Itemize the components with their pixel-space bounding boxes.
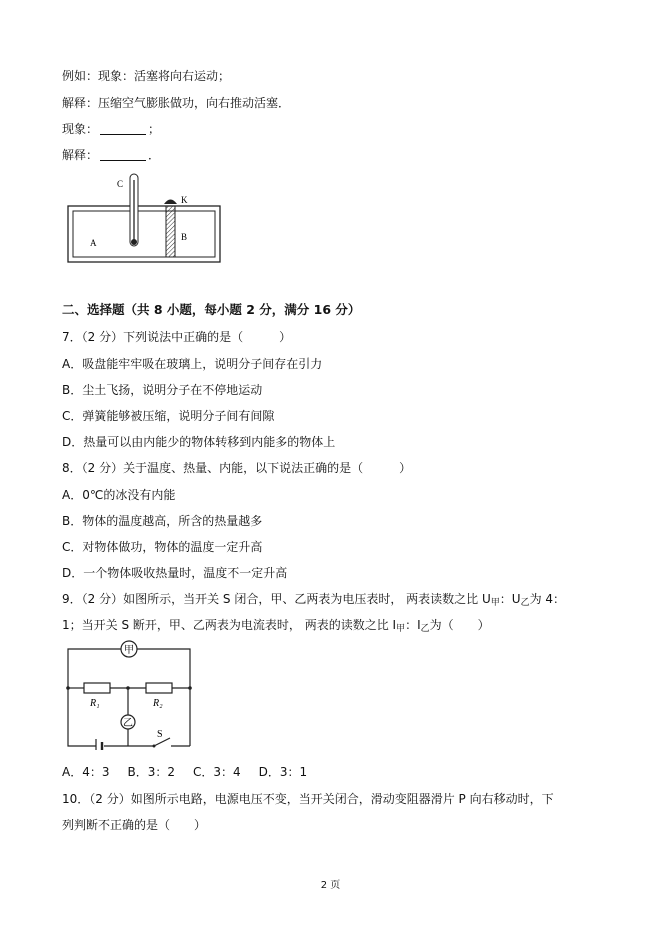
phenomenon-blank (100, 122, 146, 135)
q9-l1-part1: 9．（2 分）如图所示，当开关 S 闭合，甲、乙两表为电压表时， 两表读数之比 U (62, 592, 491, 606)
q7-option-c: C．弹簧能够被压缩，说明分子间有间隙 (62, 409, 275, 423)
q7-option-a: A．吸盘能牢牢吸在玻璃上，说明分子间存在引力 (62, 357, 323, 371)
label-r2: R₂ (153, 698, 163, 709)
q9-l2-sub2: 乙 (420, 624, 430, 634)
q9-option-c: C．3：4 (193, 765, 241, 779)
q9-l2-sub1: 甲 (396, 624, 406, 634)
label-jia: 甲 (124, 645, 134, 656)
q9-l2-part2: ：I (405, 618, 421, 632)
q9-l1-part2: ：U (499, 592, 521, 606)
label-b: B (181, 232, 188, 242)
q9-option-a: A．4：3 (62, 765, 110, 779)
label-k: K (181, 195, 188, 205)
q8-option-b: B．物体的温度越高，所含的热量越多 (62, 514, 263, 528)
q7-option-d: D．热量可以由内能少的物体转移到内能多的物体上 (62, 435, 336, 449)
q8-option-d: D．一个物体吸收热量时，温度不一定升高 (62, 566, 288, 580)
pin-k (164, 200, 177, 205)
q9-options (62, 764, 325, 780)
example-explanation: 解释：压缩空气膨胀做功，向右推动活塞． (62, 96, 291, 110)
label-a: A (90, 238, 97, 248)
q10-stem-line2: 列判断不正确的是（ ） (62, 818, 207, 832)
resistor-r2 (146, 683, 172, 693)
q10-stem-line1: 10．（2 分）如图所示电路，电源电压不变，当开关闭合，滑动变阻器滑片 P 向右移动时，下 (62, 792, 554, 806)
explanation-end: ． (148, 148, 161, 162)
explanation-blank-line (62, 147, 160, 163)
phenomenon-blank-line (62, 121, 160, 137)
wire-left-top (68, 649, 121, 688)
resistor-r1 (84, 683, 110, 693)
circuit-figure (60, 638, 200, 750)
label-s: S (157, 729, 163, 740)
label-r1: R₁ (90, 698, 100, 709)
q9-option-b: B．3：2 (127, 765, 175, 779)
explanation-blank (100, 148, 146, 161)
q9-l2-part1: 1；当开关 S 断开，甲、乙两表为电流表时， 两表的读数之比 I (62, 618, 397, 632)
cylinder-inner (73, 211, 215, 257)
wire-right-top (137, 649, 190, 688)
q9-l1-sub1: 甲 (490, 598, 500, 608)
q8-option-c: C．对物体做功，物体的温度一定升高 (62, 540, 263, 554)
q9-stem-line2 (62, 617, 490, 637)
example-phenomenon: 例如：现象：活塞将向右运动； (62, 69, 231, 83)
label-yi: 乙 (123, 718, 133, 729)
q7-option-b: B．尘土飞扬，说明分子在不停地运动 (62, 383, 263, 397)
q9-l1-part3: 为 4： (529, 592, 566, 606)
explanation-label: 解释： (62, 148, 99, 162)
phenomenon-label: 现象： (62, 122, 99, 136)
q9-option-d: D．3：1 (258, 765, 308, 779)
cylinder-piston-figure (60, 170, 230, 270)
phenomenon-end: ； (148, 122, 161, 136)
thermometer-bulb (131, 239, 137, 245)
label-c: C (117, 179, 124, 189)
q9-l2-part3: 为（ ） (429, 618, 490, 632)
q8-option-a: A．0℃的冰没有内能 (62, 488, 176, 502)
q7-stem: 7．（2 分）下列说法中正确的是（ ） (62, 330, 292, 344)
q9-stem-line1 (62, 591, 565, 611)
q9-l1-sub2: 乙 (520, 598, 530, 608)
q8-stem: 8．（2 分）关于温度、热量、内能，以下说法正确的是（ ） (62, 461, 412, 475)
cylinder-outer (68, 206, 220, 262)
section-heading: 二、选择题（共 8 小题，每小题 2 分，满分 16 分） (62, 302, 361, 317)
piston (166, 206, 175, 257)
page-number: 2 页 (320, 880, 341, 891)
